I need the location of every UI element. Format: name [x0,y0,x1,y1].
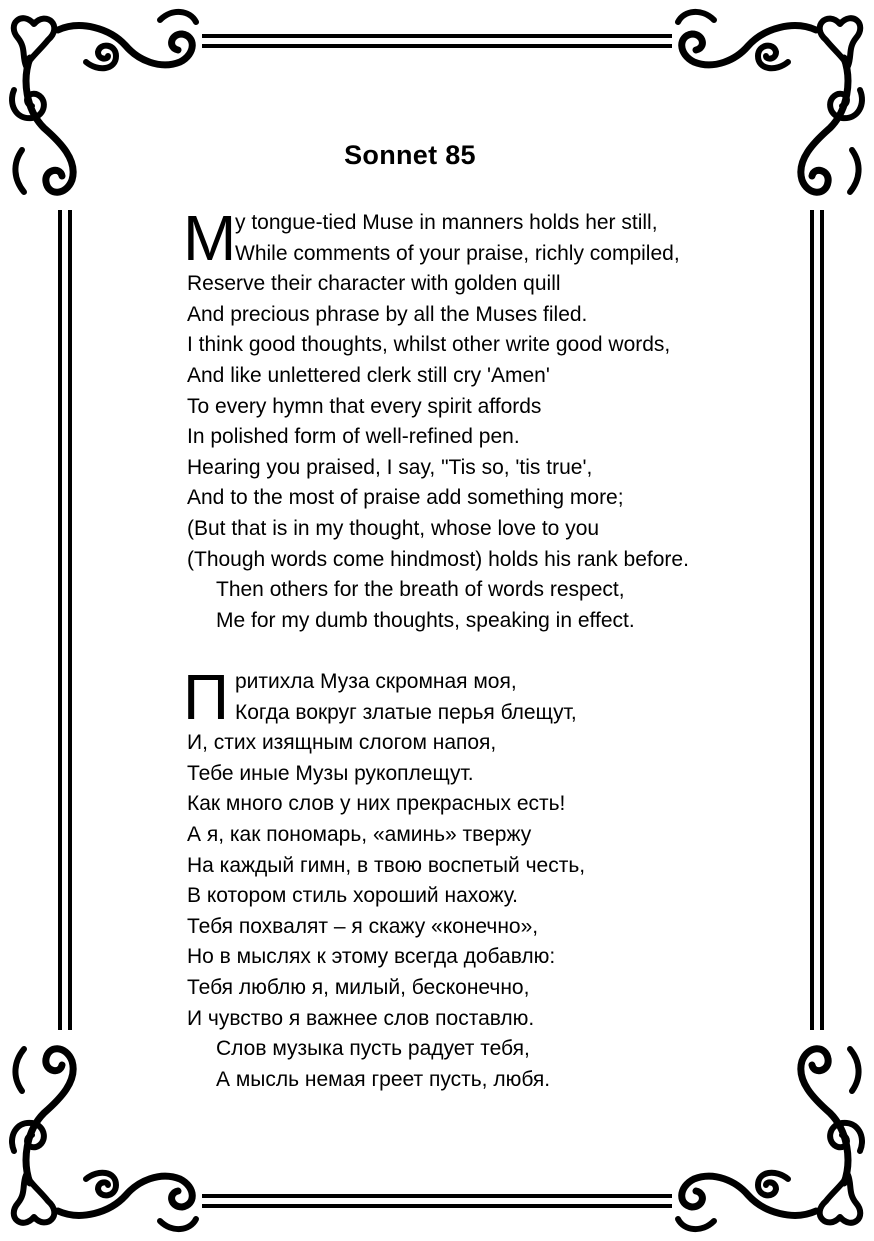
poem-line: y tongue-tied Muse in manners holds her still, [235,211,658,234]
poem-line: А я, как пономарь, «аминь» твержу [187,822,532,846]
poem-line: Когда вокруг златые перья блещут, [235,700,577,724]
poem-line: Hearing you praised, I say, "Tis so, 'tis true', [187,455,593,479]
poem-line: (But that is in my thought, whose love to you [187,516,600,540]
poem-line: And like unlettered clerk still cry 'Amen' [187,363,550,387]
drop-cap: M [183,202,237,274]
poem-line: ритихла Муза скромная моя, [235,670,517,693]
english-sonnet [183,202,787,636]
poem-line: В котором стиль хороший нахожу. [187,884,518,908]
corner-ornament-bottom-left [12,1049,196,1229]
poem-line: Но в мыслях к этому всегда добавлю: [187,945,556,969]
poem-line: And precious phrase by all the Muses filed. [187,302,588,326]
poem-line: Тебя люблю я, милый, бесконечно, [187,975,530,999]
poem-line: In polished form of well-refined pen. [187,425,520,449]
poem-line: И чувство я важнее слов поставлю. [187,1006,535,1030]
couplet-line: Me for my dumb thoughts, speaking in effect. [216,608,635,632]
page-title: Sonnet 85 [344,140,476,170]
poem-line: To every hymn that every spirit affords [187,394,542,418]
poem-line: (Though words come hindmost) holds his rank before. [187,547,689,571]
couplet-line: Слов музыка пусть радует тебя, [216,1037,530,1061]
poem-line: While comments of your praise, richly compiled, [235,241,680,265]
poem-line: На каждый гимн, в твою воспетый честь, [187,853,586,877]
poem-line: Reserve their character with golden quill [187,272,561,296]
poem-line: And to the most of praise add something more; [187,486,624,510]
poem-line: I think good thoughts, whilst other write good words, [187,333,671,357]
russian-sonnet [183,661,787,1095]
drop-cap: П [183,661,229,733]
poem-line: Тебе иные Музы рукоплещут. [187,761,474,785]
couplet-line: А мысль немая греет пусть, любя. [216,1067,551,1091]
poem-line: И, стих изящным слогом напоя, [187,731,497,755]
couplet-line: Then others for the breath of words respect, [216,578,625,602]
poem-line: Как много слов у них прекрасных есть! [187,792,566,816]
poem-line: Тебя похвалят – я скажу «конечно», [187,914,539,938]
